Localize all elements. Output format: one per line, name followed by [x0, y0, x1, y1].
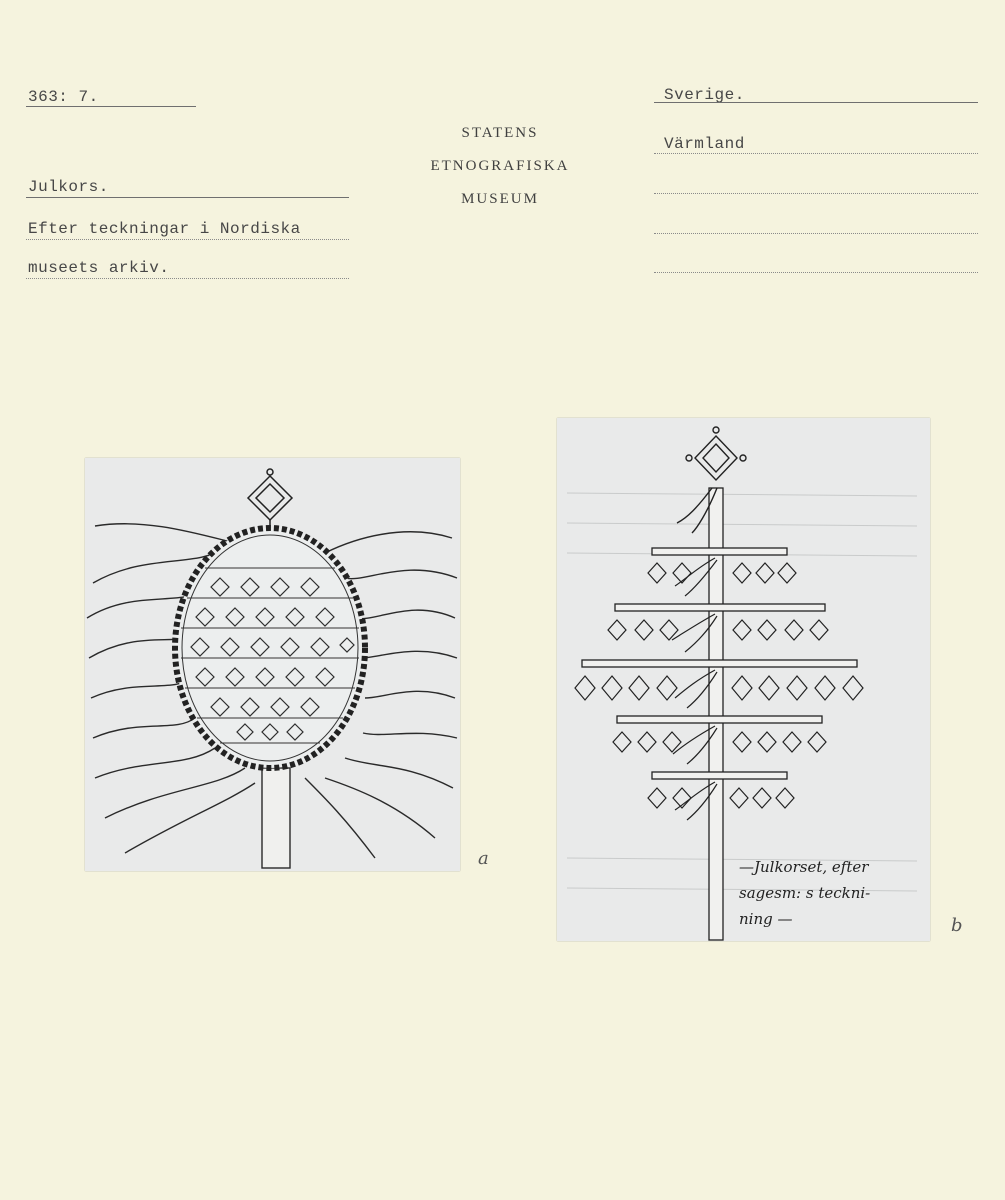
- object-name: Julkors.: [28, 178, 109, 196]
- description-underline-1: [26, 239, 349, 240]
- province: Värmland: [664, 135, 745, 153]
- photo-a-label: a: [478, 848, 489, 869]
- catalog-number: 363: 7.: [28, 88, 99, 106]
- oval-julkors-drawing: [85, 458, 460, 871]
- photo-b-note-line-2: sagesm: s teckni-: [739, 884, 871, 902]
- number-underline: [26, 106, 196, 107]
- blank-line-1: [654, 193, 978, 194]
- museum-line-3: MUSEUM: [461, 191, 539, 207]
- photo-b-note-line-3: ning —: [739, 910, 793, 928]
- museum-line-2: ETNOGRAFISKA: [430, 158, 570, 174]
- blank-line-2: [654, 233, 978, 234]
- object-name-underline: [26, 197, 349, 198]
- museum-line-1: STATENS: [461, 125, 539, 141]
- photo-b-note-line-1: —Julkorset, efter: [739, 858, 869, 876]
- photo-a-oval-julkors: [85, 458, 460, 871]
- country: Sverige.: [664, 86, 745, 104]
- province-underline: [654, 153, 978, 154]
- description-line-1: Efter teckningar i Nordiska: [28, 220, 301, 238]
- description-line-2: museets arkiv.: [28, 259, 170, 277]
- country-underline: [654, 102, 978, 103]
- description-underline-2: [26, 278, 349, 279]
- photo-b-label: b: [951, 915, 963, 936]
- blank-line-3: [654, 272, 978, 273]
- photo-b-tiered-julkors: [557, 418, 930, 941]
